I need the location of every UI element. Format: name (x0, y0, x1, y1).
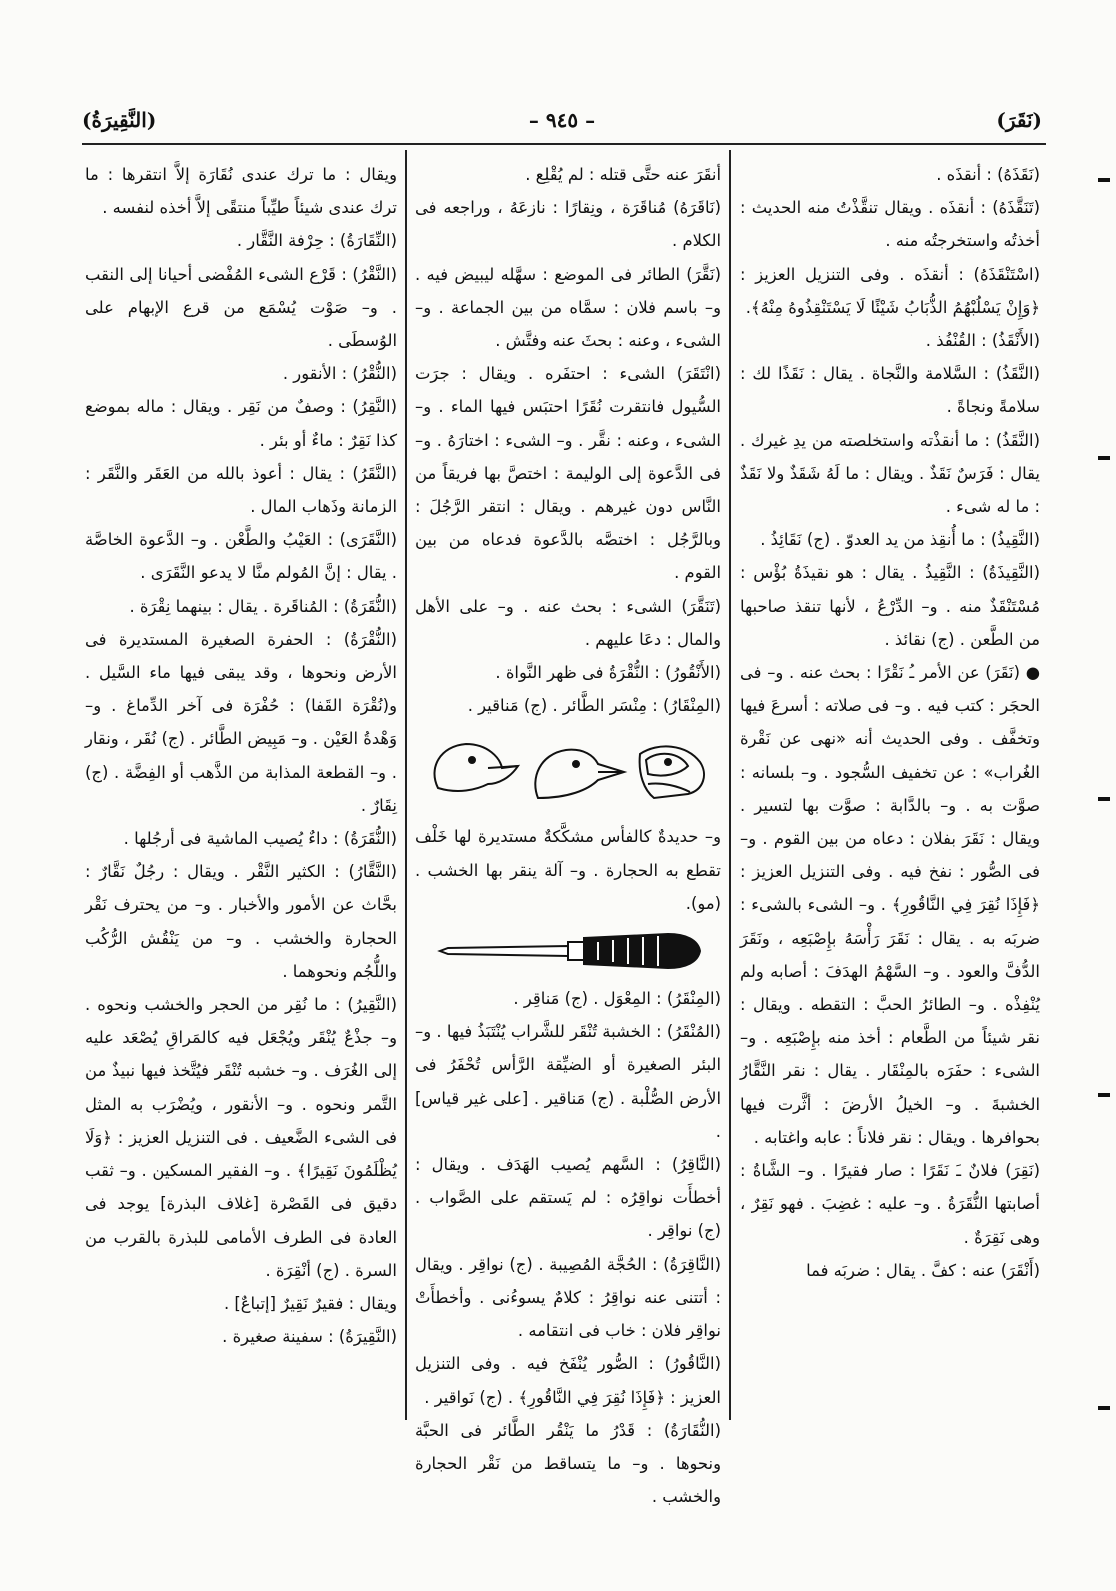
entry: (المُنْقَرُ) : الخشبة تُنْقَر للشَّراب يُنْتَبَذُ فيها . و– البئر الصغيرة أو الضيِّقة الرَّأس تُحْفَرُ فى الأرض الصُّلْبة . (ج) مَناقير . [على غير قياس] . (415, 1022, 721, 1141)
middle-column (415, 158, 721, 1507)
entry: (النُّقَرَةُ) : داءٌ يُصيب الماشية فى أرجُلها . (123, 829, 397, 849)
entry: (النَّقَرُ) : يقال : أعوذ بالله من العَقَر والنَّقَر : الزمانة وذَهاب المال . (85, 463, 397, 517)
column-divider-right (729, 150, 731, 1420)
chisel-illustration (415, 926, 721, 976)
entry: (النَّاقُورُ) : الصُّور يُنْفَخ فيه . وفى التنزيل العزيز : ﴿فَإِذَا نُقِرَ فِي النَّاقُورِ﴾ . (ج) نَواقير . (415, 1354, 721, 1407)
entry: (تَنَقَّرَ) الشىء : بحث عنه . و– على الأهل والمال : دعَا عليهم . (415, 596, 721, 649)
entry: (النَّقَذُ) : السَّلامة والنَّجاة . يقال : نَقَذًا لك : سلامةً ونجاةً . (740, 364, 1040, 417)
entry: (نَقِرَ) فلانٌ ـَ نَقَرًا : صار فقيرًا . و– الشَّاةُ : أصابتها النُّقَرَةُ . و– عليه : غضِبَ . فهو نَقِرٌ ، وهى نَقِرَةٌ . (740, 1161, 1040, 1247)
entry: (النَّقِيرُ) : ما نُقِر من الحجر والخشب ونحوه . و– جذْعٌ يُنْقَر ويُجْعَل فيه كالمَراقِ يُصْعَد عليه إلى الغُرَف . و– خشبه تُنْقَر فيُتَّخذ فيها نبيذٌ من التَّمر ونحوه . و– الأنقور ، ويُضْرَب به المثل فى الشىء الضَّعيف . فى التنزيل العزيز : ﴿وَلَا يُظْلَمُونَ نَقِيرًا﴾ . و– الفقير المسكين . و– ثقب دقيق فى القَصْرة [غلاف البذرة] يوجد فى العادة فى الطرف الأمامى للبذرة بالقرب من السرة . (ج) أنْقِرَة . (85, 995, 397, 1280)
entry: (النَّقْرُ) : قَرْع الشىء المُفْضى أحيانا إلى النقب . و– صَوْت يُسْمَع من قرع الإبهام على الوُسطَى . (85, 264, 397, 351)
entry: و– حديدةٌ كالفأس مشكَّكةٌ مستديرة لها خَلْف تقطع به الحجارة . و– آلة ينقر بها الخشب . (مو). (415, 827, 721, 913)
entry: (النَّقَّارُ) : الكثير النَّقْر . ويقال : رجُلٌ نَقَّارٌ : بحَّاث عن الأمور والأخبار . و– من يحترف نَقْر الحجارة والخشب . و– من يَنْقُش الرُّكُب واللُّجُم ونحوهما . (85, 862, 397, 981)
entry: (النَّقَرَى) : العَيْبُ والطَّعْن . و– الدَّعوة الخاصَّة . يقال : إنَّ المُولم منَّا لا يدعو النَّقَرَى . (85, 530, 397, 583)
chisel-icon (418, 926, 718, 976)
header-rule (82, 143, 1046, 145)
entry: (النِّقَارَةُ) : حِرْفة النَّقَّار . (236, 231, 397, 251)
entry: (تَنَقَّذَهُ) : أنقذَه . ويقال تنقَّذْتُ منه الحديث : أخذتُه واستخرجتُه منه . (740, 198, 1040, 251)
entry: ● (نَقَرَ) عن الأمر ـُ نَقْرًا : بحث عنه . و– فى الحجَر : كتب فيه . و– فى صلاته : أسرعَ فيها وتخفَّف . وفى الحديث أنه «نهى عن نَقْرة الغُراب» : عن تخفيف السُّجود . و– بلسانه : صوَّت به . و– بالدَّابة : صوَّت بها لتسير . ويقال : نَقَرَ بفلان : دعاه من بين القوم . و– فى الصُّور : نفخ فيه . وفى التنزيل العزيز : ﴿فَإِذَا نُقِرَ فِي النَّاقُورِ﴾ . و– الشىء بالشىء : ضربَه به . يقال : نَقَرَ رَأْسَهُ بإِصْبَعِه ، ونَقَرَ الدُّفَّ والعود . و– السَّهْمُ الهدَفَ : أصابه ولم يُنْفِذْه . و– الطائرُ الحبَّ : التقطه . ويقال : نقر شيئاً من الطَّعام : أخذ منه بإِصْبَعِه . و– الشىء : حفَرَه بالمِنْقَار . يقال : نقر النَّقَّارُ الخشبةَ . و– الخيلُ الأرضَ : أثَّرت فيها بحوافرها . ويقال : نقر فلاناً : عابه واغتابه . (740, 663, 1040, 1147)
entry: (النُّقْرَةُ) : الحفرة الصغيرة المستديرة فى الأرض ونحوها ، وقد يبقى فيها ماء السَّيل . و(نُقْرَة القَفا) : حُفْرَة فى آخر الدِّماغ . و– وَهْدةُ العَيْن . و– مَبِيض الطَّائر . (ج) نُقَر ، ونقار . و– القطعة المذابة من الذَّهب أو الفِضَّة . (ج) نِقَارٌ . (85, 629, 397, 815)
entry: (النَّاقِرَةُ) : الحُجَّة المُصِيبة . (ج) نواقِر . ويقال : أتتنى عنه نواقِرُ : كلامٌ يسوءُنى . وأخطأَتْ نواقِر فلان : خاب فى انتقامه . (415, 1254, 721, 1341)
header-right-word: (نَقَرَ) (996, 108, 1042, 132)
entry: (النُّقَارَةُ) : قَدْرُ ما يَنْقُر الطَّائر فى الحبَّة ونحوها . و– ما يتساقط من نَقْر الحجارة والخشب . (415, 1420, 721, 1507)
entry: (النَّقَذُ) : ما أنقذْته واستخلصته من يدِ غيرك . يقال : فَرَسٌ نَقَذٌ . ويقال : ما لَهُ شَقَذٌ ولا نَقَذٌ : ما له شىء . (740, 430, 1040, 517)
entry: (النَّقِيذَةُ) : النَّقِيذُ . يقال : هو نقيذَةُ بُؤْس : مُسْتَنْقَذٌ منه . و– الدِّرْعُ ، لأنها تنقذ صاحبها من الطَّعن . (ج) نقائذ . (740, 563, 1040, 649)
margin-mark (1098, 456, 1110, 460)
right-column (740, 158, 1040, 1423)
entry: (النَّقِيذُ) : ما أُنقِذ من يد العدوّ . (ج) نَقَائِذُ . (760, 530, 1040, 550)
entry: (النَّقِيرَةُ) : سفينة صغيرة . (222, 1327, 397, 1347)
margin-mark (1098, 178, 1110, 182)
margin-mark (1098, 1406, 1110, 1410)
entry: أنقَرَ عنه حتَّى قتله : لم يُقْلِع . (525, 165, 721, 184)
entry: (النَّاقِرُ) : السَّهم يُصيب الهَدَف . ويقال : أخطأَت نواقِرُه : لم يَستقم على الصَّواب . (ج) نواقِر . (415, 1155, 721, 1241)
entry: ويقال : ما ترك عندى نُقَارَة إلاَّ انتقرها : ما ترك عندى شيئاً طيِّباً منتقًى إلاَّ أخذه لنفسه . (85, 165, 397, 218)
margin-mark (1098, 797, 1110, 801)
entry: (النَّقِرُ) : وصفٌ من نَقِر . ويقال : ماله بموضع كذا نَقِرٌ : ماءٌ أو بئر . (85, 397, 397, 450)
entry: (نَقَّرَ) الطائر فى الموضع : سهَّله ليبيض فيه . و– باسم فلان : سمَّاه من بين الجماعة . و– الشىء ، وعنه : بحثَ عنه وفتَّش . (415, 264, 721, 351)
entry: (نَاقَرَهُ) مُناقَرَة ، ونِقارًا : نازعَهُ ، وراجعه فى الكلام . (415, 198, 721, 251)
entry: (اسْتَنْقَذَهُ) : أنقذَه . وفى التنزيل العزيز : ﴿وَإِنْ يَسْلُبْهُمُ الذُّبَابُ شَيْئًا لَا يَسْتَنْقِذُوهُ مِنْهُ﴾. (740, 264, 1040, 317)
entry: (المِنْقَرُ) : المِعْوَل . (ج) مَناقِر . (513, 989, 721, 1009)
entry: (نَقَذَهُ) : أنقذَه . (936, 165, 1040, 184)
beak-icon (418, 728, 718, 814)
page-number: – ٩٤٥ – (528, 108, 596, 132)
entry: (النُّقَرَةُ) : المُناقَرة . يقال : بينهما نِقْرَة . (129, 596, 397, 616)
left-column (85, 158, 397, 1423)
bird-beaks-illustration (415, 728, 721, 814)
entry: (المِنْقَارُ) : مِنْسَر الطَّائر . (ج) مَناقير . (467, 696, 721, 716)
entry: (النُّقْرُ) : الأنقور . (282, 364, 397, 384)
column-divider-left (405, 150, 407, 1420)
entry: ويقال : فقيرٌ نَقِيرٌ [إتباعٌ] . (223, 1293, 397, 1313)
entry: (أَنْقَرَ) عنه : كفَّ . يقال : ضربَه فما (806, 1260, 1040, 1280)
entry: (الأَنْقَذُ) : القُنْفُذ . (925, 331, 1040, 351)
margin-mark (1098, 1093, 1110, 1097)
page-header (82, 100, 1042, 140)
entry: (انْتَقَرَ) الشىء : احتفَره . ويقال : جرَت السُّيول فانتقرت نُقَرًا احتبَس فيها الماء . و– الشىء ، وعنه : نقَّر . و– الشىء : اختارَهُ . و– فى الدَّعوة إلى الوليمة : اختصَّ بها فريقاً من النَّاس دون غيرهم . ويقال : انتقر الرَّجُلَ : وبالرَّجُل : اختصَّه بالدَّعوة فدعاه من بين القوم . (415, 364, 721, 583)
header-left-word: (النَّقِيرَةُ) (82, 108, 157, 132)
entry: (الأَنْقُورُ) : النُّقْرَةُ فى ظهر النَّواة . (495, 663, 721, 683)
